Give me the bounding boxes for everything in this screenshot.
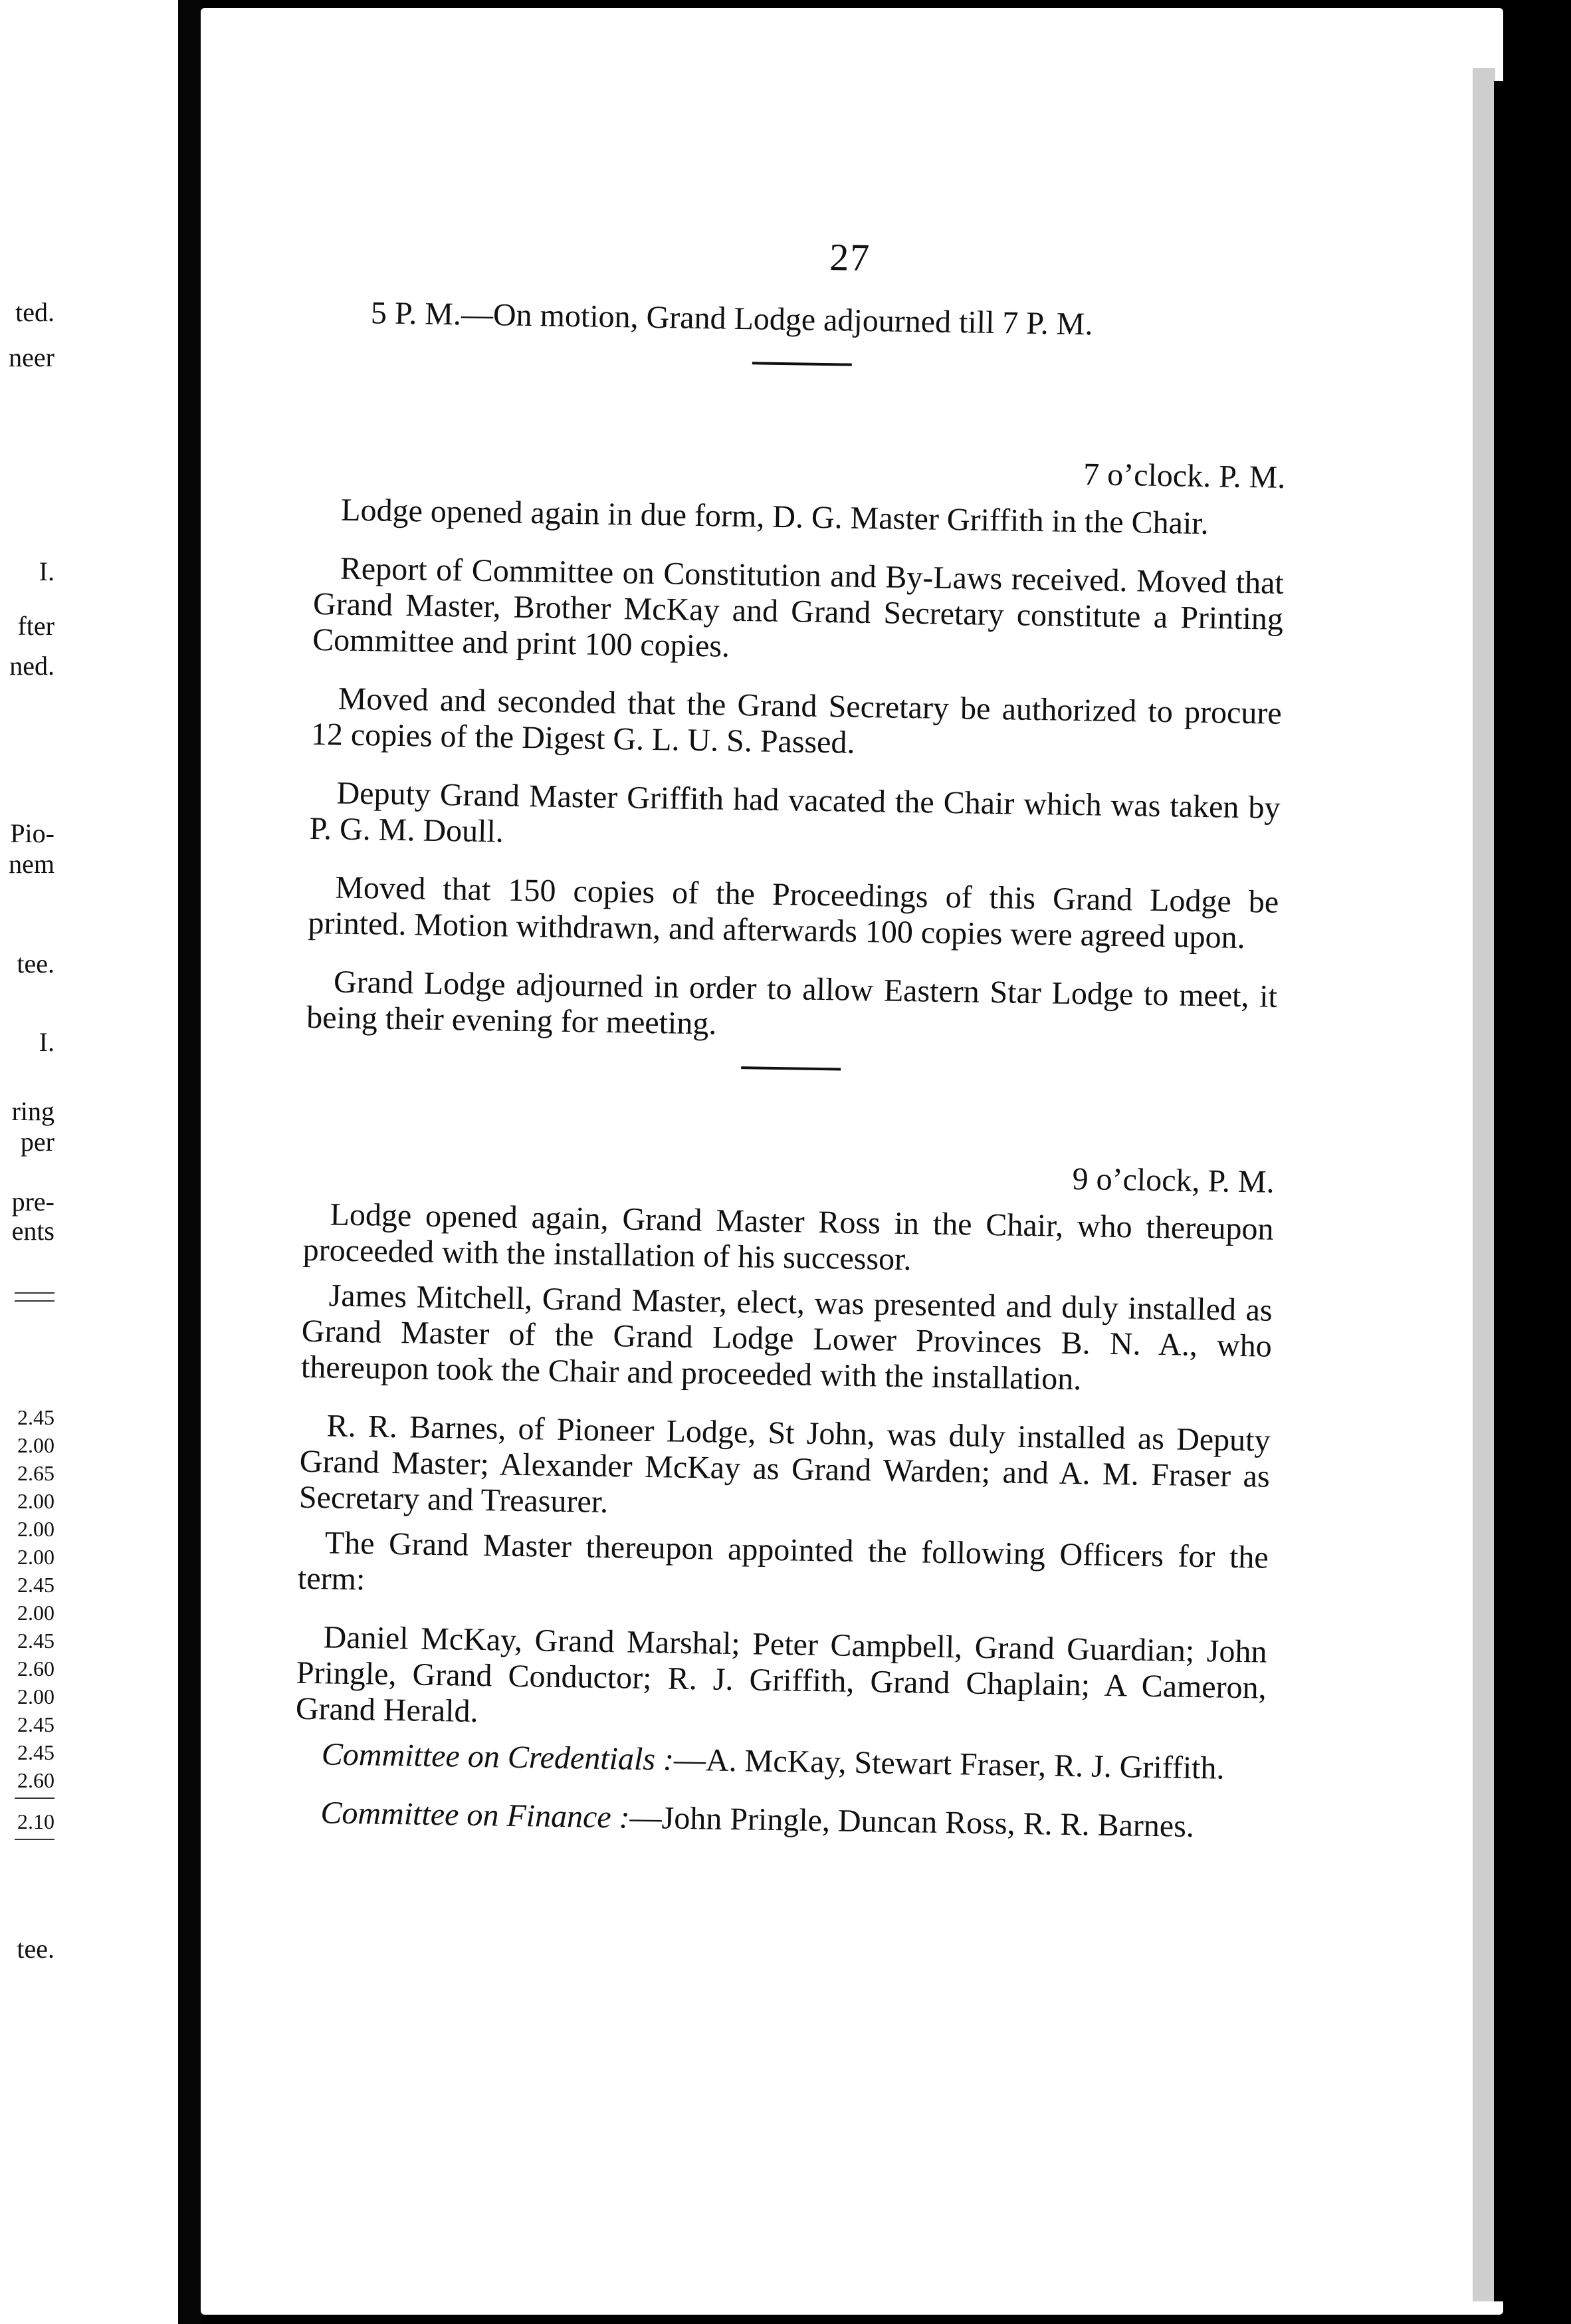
left-fragment-text: ring [11, 1096, 54, 1126]
left-fragment-text: ted. [15, 297, 54, 327]
left-fragment-amount: 2.00 [17, 1545, 54, 1569]
left-fragment-amount: 2.45 [17, 1629, 54, 1653]
paragraph: James Mitchell, Grand Master, elect, was presented and duly installed as Grand Master of the Grand Lodge Lower Provinces B. N. A., who thereupon took the Chair and proceeded with the installation. [300, 1278, 1273, 1397]
session-time: 7 o’clock. P. M. [1083, 457, 1286, 495]
left-fragment-amount: 2.45 [17, 1573, 54, 1597]
left-total-rule [15, 1839, 54, 1840]
left-fragment-amount: 2.60 [17, 1768, 54, 1792]
left-fragment-amount: 2.60 [17, 1657, 54, 1681]
paragraph: R. R. Barnes, of Pioneer Lodge, St John, was duly installed as Deputy Grand Master; Alexander McKay as Grand Warden; and A. M. Fraser as Secretary and Treasurer. [298, 1408, 1271, 1520]
committee-label: Committee on Credentials : [321, 1736, 675, 1778]
left-fragment-amount: 2.45 [17, 1712, 54, 1736]
paragraph: Moved that 150 copies of the Proceedings of this Grand Lodge be printed. Motion withdrawn, and afterwards 100 copies were agreed upon. [308, 870, 1279, 956]
left-fragment-amount: 2.00 [17, 1685, 54, 1708]
section-divider [752, 362, 852, 366]
left-fragment-text: I. [39, 1027, 54, 1057]
left-fragment-text: tee. [17, 1934, 54, 1964]
left-fragment-text: ned. [9, 651, 54, 681]
left-fragment-text: fter [17, 611, 54, 641]
left-fragment-amount: 2.00 [17, 1489, 54, 1513]
page-gutter [178, 0, 201, 2324]
left-rule [15, 1292, 54, 1294]
left-fragment-text: tee. [17, 949, 54, 979]
committee-label: Committee on Finance : [320, 1795, 631, 1835]
left-fragment-amount: 2.00 [17, 1517, 54, 1541]
page-content [294, 226, 1289, 1869]
left-total-rule [15, 1798, 54, 1799]
left-fragment-amount: 2.65 [17, 1461, 54, 1485]
left-fragment-text: I. [39, 556, 54, 586]
paragraph: The Grand Master thereupon appointed the following Officers for the term: [297, 1525, 1269, 1597]
left-fragment-total: 2.10 [17, 1809, 54, 1833]
left-fragment-text: nem [9, 849, 54, 879]
left-fragment-amount: 2.45 [17, 1740, 54, 1764]
left-fragment-text: ents [11, 1216, 54, 1246]
left-fragment-amount: 2.00 [17, 1433, 54, 1457]
left-fragment-text: neer [9, 342, 54, 372]
left-page-fragment [0, 0, 178, 2324]
left-rule [15, 1300, 54, 1302]
adjournment-line: 5 P. M.—On motion, Grand Lodge adjourned till 7 P. M. [370, 295, 1093, 342]
paragraph: Lodge opened again in due form, D. G. Master Griffith in the Chair. [340, 492, 1209, 542]
page-edge-dark [1494, 81, 1503, 2301]
left-fragment-text: pre- [11, 1187, 54, 1217]
paragraph: Lodge opened again, Grand Master Ross in the Chair, who thereupon proceeded with the installation of his successor. [302, 1197, 1274, 1278]
paragraph: Grand Lodge adjourned in order to allow Eastern Star Lodge to meet, it being their evening for meeting. [306, 964, 1278, 1042]
committee-members: —A. McKay, Stewart Fraser, R. J. Griffith. [673, 1742, 1225, 1786]
section-divider [741, 1066, 841, 1070]
paragraph: Moved and seconded that the Grand Secretary be authorized to procure 12 copies of the Digest G. L. U. S. Passed. [310, 681, 1283, 760]
paragraph: Report of Committee on Constitution and By-Laws received. Moved that Grand Master, Brother McKay and Grand Secretary constitute a Printing Committee and print 100 copies. [312, 550, 1285, 664]
paragraph: Daniel McKay, Grand Marshal; Peter Campbell, Grand Guardian; John Pringle, Grand Conductor; R. J. Griffith, Grand Chaplain; A Cameron, Grand Herald. [295, 1619, 1267, 1730]
session-time: 9 o’clock, P. M. [1072, 1161, 1275, 1200]
paragraph: Deputy Grand Master Griffith had vacated the Chair which was taken by P. G. M. Doull. [309, 775, 1281, 850]
committee-finance [294, 1795, 1265, 1846]
committee-members: —John Pringle, Duncan Ross, R. R. Barnes. [629, 1800, 1195, 1844]
page-number: 27 [829, 235, 871, 280]
left-fragment-text: Pio- [10, 818, 54, 848]
left-fragment-amount: 2.00 [17, 1601, 54, 1625]
committee-credentials [294, 1736, 1265, 1788]
left-fragment-amount: 2.45 [17, 1405, 54, 1429]
left-fragment-text: per [20, 1127, 54, 1157]
page-edge-shadow [1473, 68, 1495, 2301]
